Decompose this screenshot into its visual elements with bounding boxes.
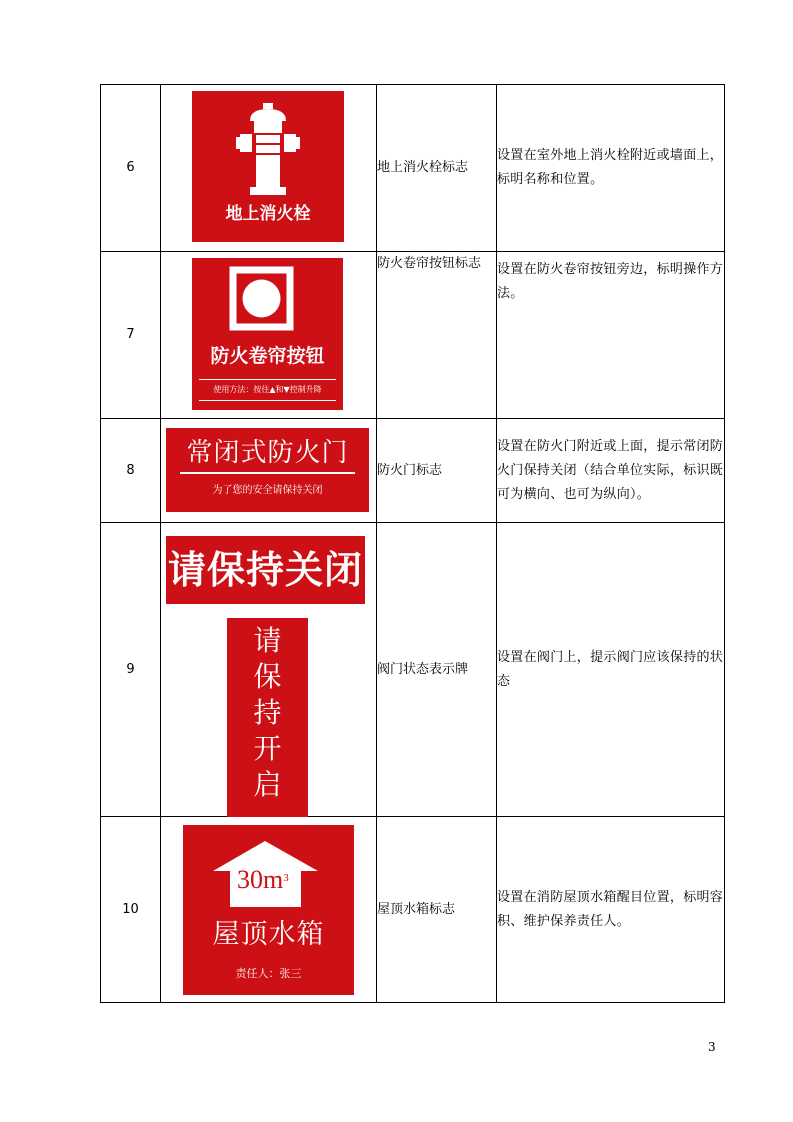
sign-vertical-char: 请 (253, 624, 282, 657)
sign-vertical-char: 持 (253, 696, 282, 729)
sign-name: 防火门标志 (377, 419, 497, 523)
row-number: 9 (101, 523, 161, 817)
signs-table (100, 84, 725, 1003)
sign-cell (161, 419, 377, 523)
table-row (101, 252, 725, 419)
row-number: 6 (101, 85, 161, 252)
tank-volume (237, 865, 289, 895)
table-row (101, 523, 725, 817)
sign-divider (199, 379, 336, 380)
table-row (101, 85, 725, 252)
fire-door-sign (166, 428, 369, 512)
sign-description: 设置在室外地上消火栓附近或墙面上，标明名称和位置。 (497, 85, 725, 252)
sign-cell (161, 85, 377, 252)
sign-divider (199, 400, 336, 401)
sign-vertical-char: 开 (253, 732, 282, 765)
sign-cell (161, 523, 377, 817)
page-number: 3 (708, 1040, 716, 1054)
volume-value: 30m (237, 865, 284, 894)
sign-vertical-char: 保 (253, 660, 282, 693)
sign-cell (161, 817, 377, 1003)
button-icon (192, 258, 343, 338)
roof-tank-sign (183, 825, 354, 995)
volume-unit-exponent: 3 (283, 872, 289, 884)
table-row (101, 419, 725, 523)
sign-cell (161, 252, 377, 419)
row-number: 8 (101, 419, 161, 523)
keep-open-sign (227, 618, 308, 817)
sign-name: 屋顶水箱标志 (377, 817, 497, 1003)
table-row (101, 817, 725, 1003)
sign-name: 防火卷帘按钮标志 (377, 252, 497, 419)
sign-vertical-char: 启 (253, 768, 282, 801)
sign-title: 常闭式防火门 (186, 438, 349, 468)
sign-title: 屋顶水箱 (212, 919, 325, 950)
sign-name: 阀门状态表示牌 (377, 523, 497, 817)
sign-description: 设置在阀门上，提示阀门应该保持的状态 (497, 523, 725, 817)
shutter-button-sign (192, 258, 343, 410)
sign-name: 地上消火栓标志 (377, 85, 497, 252)
sign-note: 使用方法：按住▲和▼控制升降 (213, 385, 322, 394)
sign-subtitle: 为了您的安全请保持关闭 (212, 485, 323, 496)
sign-title: 防火卷帘按钮 (210, 345, 325, 367)
hydrant-sign (192, 91, 344, 242)
sign-description: 设置在消防屋顶水箱醒目位置，标明容积、维护保养责任人。 (497, 817, 725, 1003)
sign-owner: 责任人：张三 (235, 967, 302, 980)
fire-hydrant-icon (192, 91, 344, 201)
sign-caption: 地上消火栓 (225, 204, 311, 224)
sign-description: 设置在防火门附近或上面，提示常闭防火门保持关闭（结合单位实际，标识既可为横向、也可为纵向）。 (497, 419, 725, 523)
sign-description: 设置在防火卷帘按钮旁边，标明操作方法。 (497, 252, 725, 419)
sign-horizontal-text: 请保持关闭 (167, 548, 363, 592)
keep-closed-sign (166, 536, 365, 604)
row-number: 7 (101, 252, 161, 419)
row-number: 10 (101, 817, 161, 1003)
sign-divider (180, 472, 355, 474)
